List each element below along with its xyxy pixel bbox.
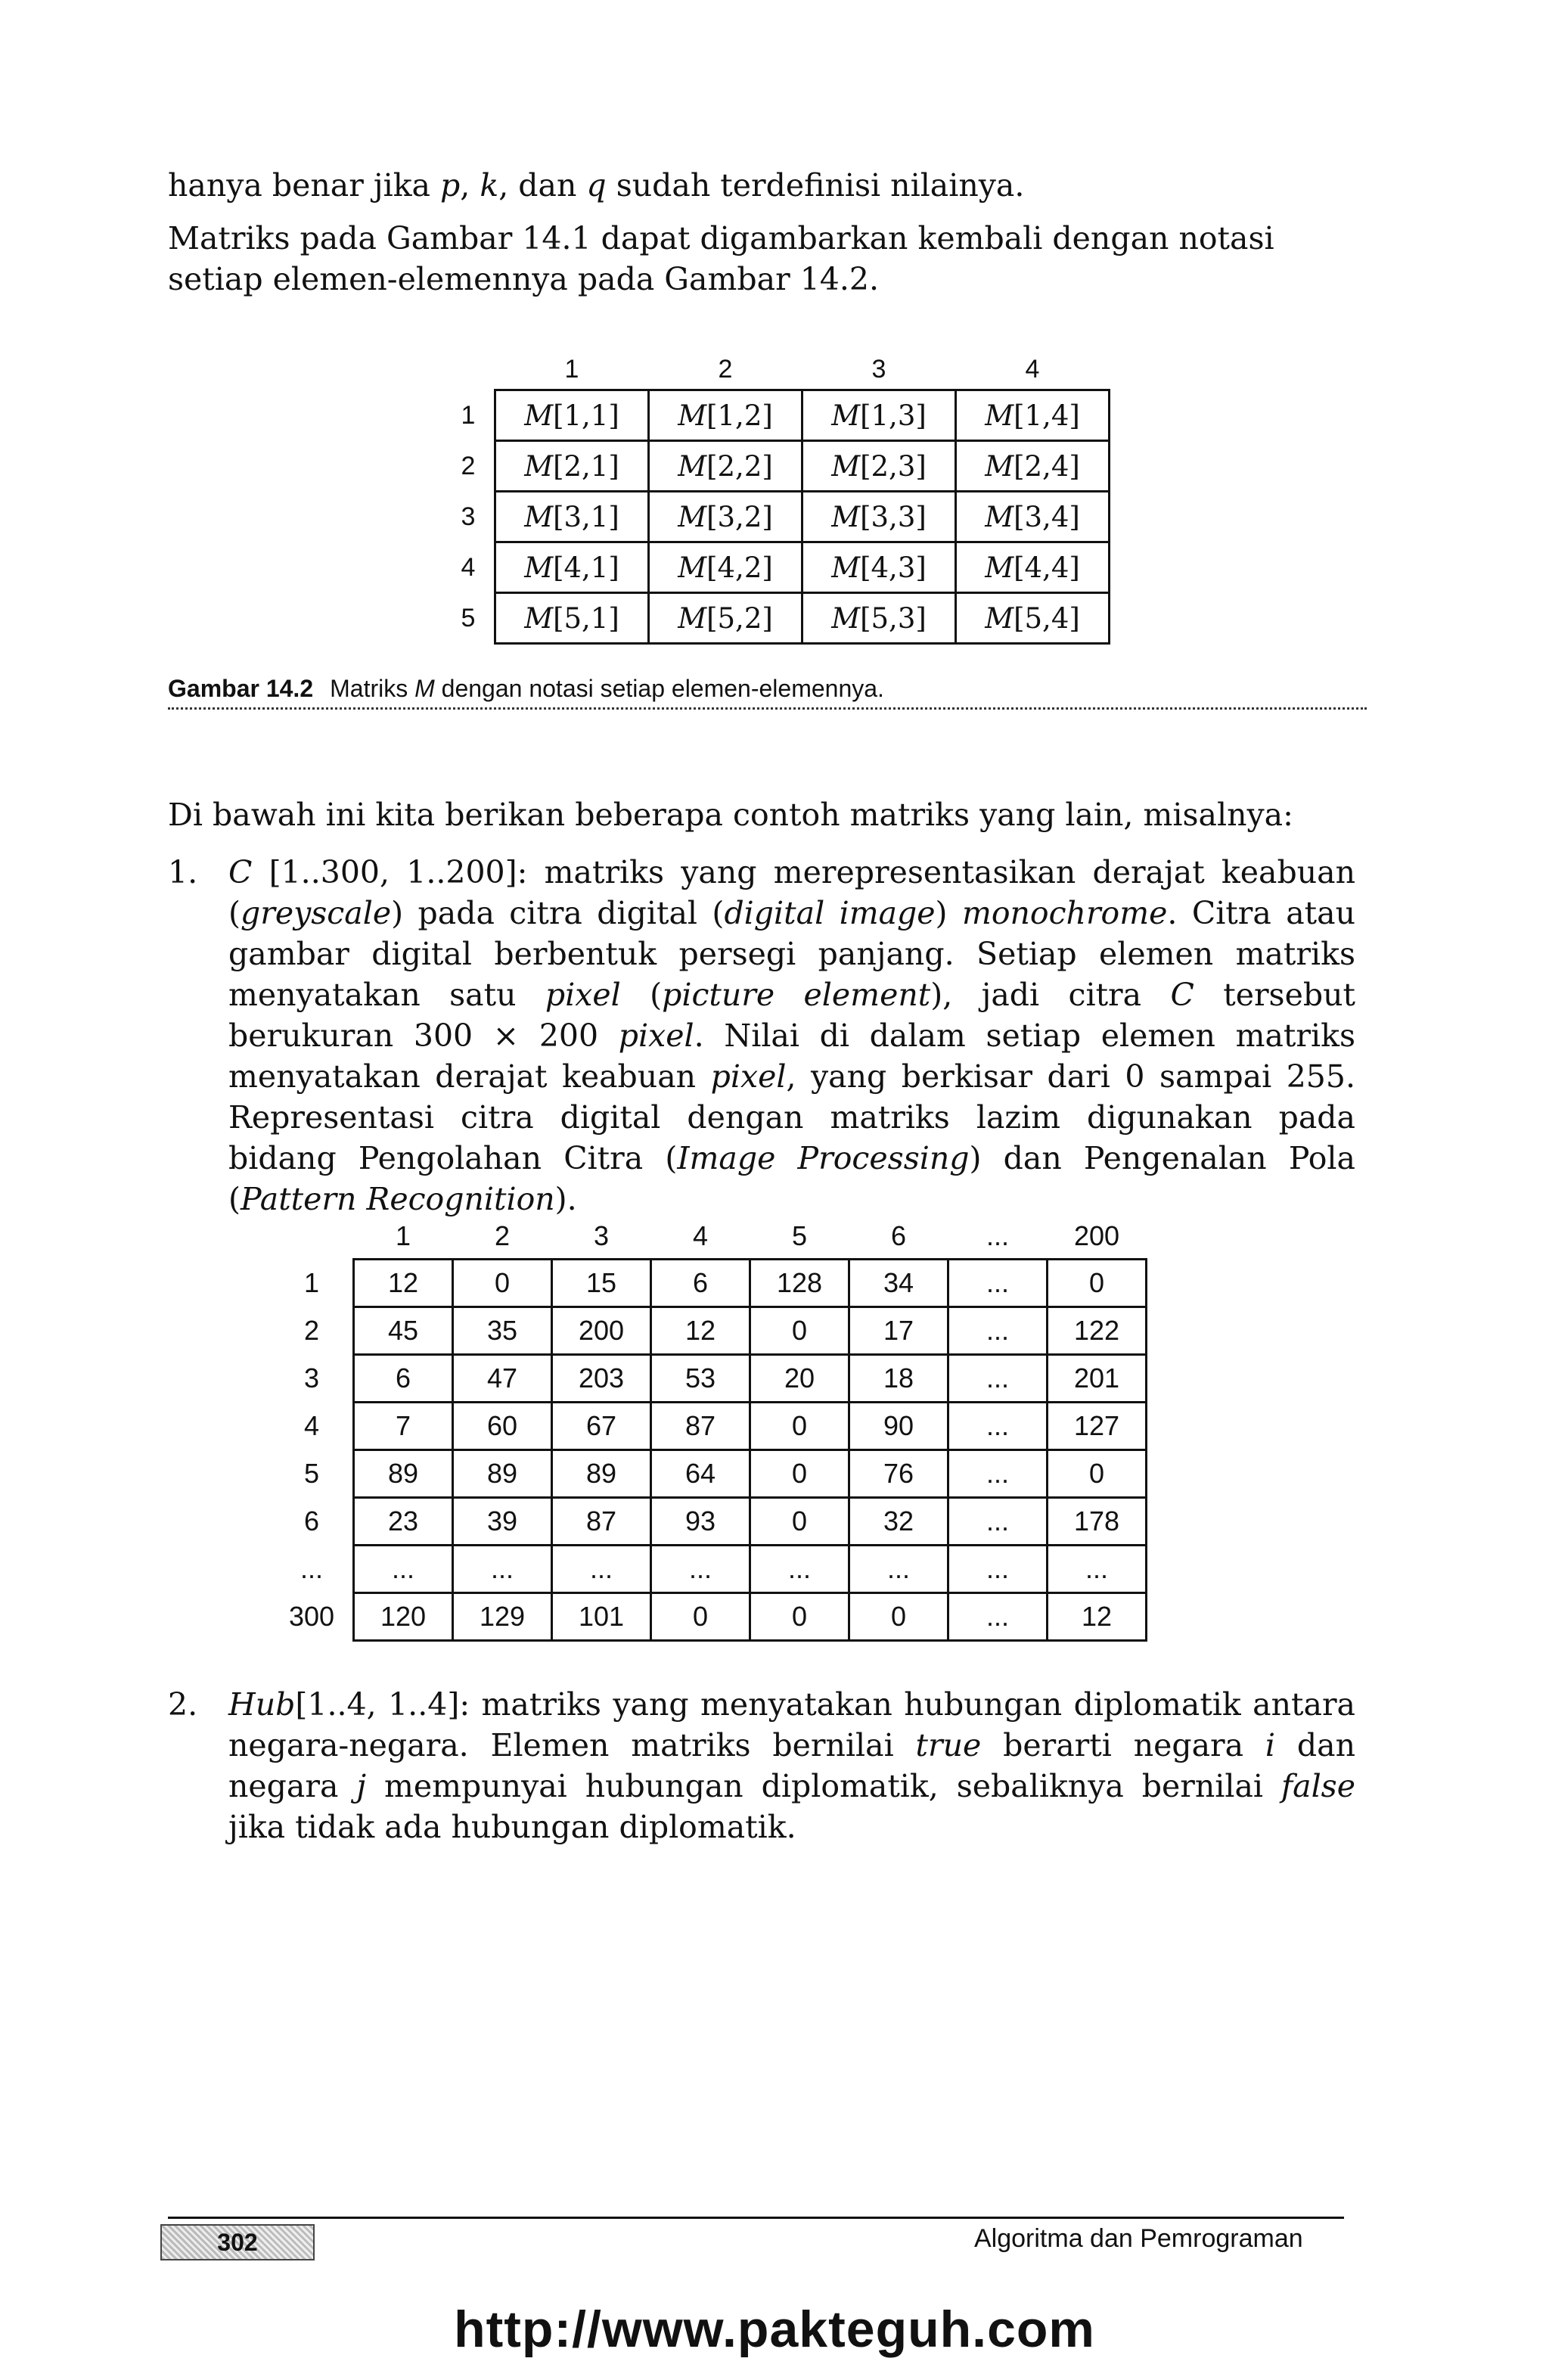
caption-var: M — [414, 675, 435, 702]
book-title: Algoritma dan Pemrograman — [974, 2224, 1303, 2253]
matrix-cell: 0 — [849, 1593, 948, 1641]
matrix-cell: ... — [948, 1260, 1048, 1307]
row-label: 3 — [303, 1362, 320, 1394]
row-label: 3 — [461, 502, 476, 531]
matrix-cell: ... — [948, 1403, 1048, 1450]
matrix-cell: 203 — [552, 1355, 651, 1403]
matrix-cell: ... — [453, 1546, 552, 1593]
caption-label: Gambar 14.2 — [168, 675, 314, 702]
matrix-cell: ... — [750, 1546, 849, 1593]
table-row — [271, 1403, 1147, 1450]
row-label: 300 — [288, 1601, 335, 1632]
column-header: 6 — [890, 1220, 907, 1251]
matrix-cell: ... — [651, 1546, 750, 1593]
table-row — [271, 1498, 1147, 1546]
table-row — [271, 1355, 1147, 1403]
text-run: false — [1280, 1768, 1355, 1804]
header-row — [271, 1214, 1147, 1260]
matrix-cell: 6 — [354, 1355, 453, 1403]
text-run: picture element — [662, 977, 931, 1013]
matrix-cell: ... — [1048, 1546, 1147, 1593]
column-header: 3 — [871, 354, 886, 384]
matrix-cell: 60 — [453, 1403, 552, 1450]
matrix-cell: 23 — [354, 1498, 453, 1546]
text-run: C — [1170, 977, 1194, 1013]
matrix-cell: M[5,1] — [495, 593, 649, 644]
row-label: 1 — [303, 1267, 320, 1298]
intro-line — [168, 165, 1355, 206]
caption-text: dengan notasi setiap elemen-elemennya. — [434, 675, 884, 702]
matrix-cell: M[3,3] — [802, 492, 956, 542]
matrix-cell: 12 — [354, 1260, 453, 1307]
matrix-cell: ... — [948, 1355, 1048, 1403]
corner-cell — [271, 1214, 354, 1260]
text-run: ) dan Pengenalan Pola ( — [228, 1140, 1355, 1217]
matrix-cell: ... — [552, 1546, 651, 1593]
table-row — [271, 1260, 1147, 1307]
text-run: pixel — [710, 1058, 787, 1095]
matrix-cell: M[2,2] — [649, 441, 802, 492]
table-row — [446, 492, 1110, 542]
footer-rule — [168, 2217, 1344, 2219]
matrix-cell: 20 — [750, 1355, 849, 1403]
matrix-cell: M[5,2] — [649, 593, 802, 644]
matrix-cell: 39 — [453, 1498, 552, 1546]
column-header: 4 — [692, 1220, 709, 1251]
var-q: q — [586, 167, 607, 204]
column-header: 2 — [718, 354, 733, 384]
matrix-cell: 0 — [1048, 1260, 1147, 1307]
matrix-cell: 64 — [651, 1450, 750, 1498]
lead-in-block — [168, 794, 1355, 835]
column-header: 4 — [1025, 354, 1040, 384]
matrix-cell: 45 — [354, 1307, 453, 1355]
text-run: monochrome — [961, 895, 1168, 931]
row-label: 2 — [461, 451, 476, 480]
matrix-cell: 12 — [1048, 1593, 1147, 1641]
intro-text: sudah terdefinisi nilainya. — [606, 167, 1025, 204]
matrix-cell: M[5,3] — [802, 593, 956, 644]
table-row — [446, 593, 1110, 644]
matrix-cell: 0 — [651, 1593, 750, 1641]
row-label: 5 — [461, 603, 476, 632]
text-run: . Citra atau gambar digital berbentuk persegi panjang. Setiap elemen matriks menyatakan satu — [228, 895, 1355, 1013]
column-header: 200 — [1073, 1220, 1120, 1251]
text-run: Image Processing — [677, 1140, 970, 1176]
matrix-cell: M[3,1] — [495, 492, 649, 542]
column-header: ... — [986, 1220, 1009, 1251]
matrix-c-table — [271, 1214, 1147, 1642]
table-row — [271, 1546, 1147, 1593]
matrix-cell: 17 — [849, 1307, 948, 1355]
list-item-2 — [168, 1684, 1355, 1847]
table-row — [271, 1450, 1147, 1498]
table-row — [446, 542, 1110, 593]
text-run: ). — [554, 1181, 577, 1217]
row-label: 4 — [303, 1410, 320, 1441]
text-run: digital image — [724, 895, 936, 931]
row-label: ... — [300, 1553, 323, 1584]
list-number: 2. — [168, 1686, 198, 1723]
list-item-1 — [168, 852, 1355, 1220]
text-run: j — [356, 1768, 367, 1804]
matrix-cell: 0 — [750, 1403, 849, 1450]
matrix-cell: M[4,4] — [956, 542, 1110, 593]
matrix-cell: 201 — [1048, 1355, 1147, 1403]
text-run: dan negara — [228, 1727, 1355, 1804]
text-run: berarti negara — [981, 1727, 1265, 1763]
matrix-cell: M[2,3] — [802, 441, 956, 492]
matrix-cell: 35 — [453, 1307, 552, 1355]
matrix-cell: 76 — [849, 1450, 948, 1498]
matrix-cell: 87 — [552, 1498, 651, 1546]
text-run: ( — [620, 977, 663, 1013]
row-label: 1 — [461, 400, 476, 430]
matrix-cell: 89 — [453, 1450, 552, 1498]
matrix-cell: 87 — [651, 1403, 750, 1450]
matrix-cell: M[4,2] — [649, 542, 802, 593]
text-run: C — [228, 854, 253, 890]
column-header: 3 — [593, 1220, 610, 1251]
corner-cell — [446, 350, 495, 390]
matrix-cell: 6 — [651, 1260, 750, 1307]
header-row — [446, 350, 1110, 390]
matrix-cell: 0 — [1048, 1450, 1147, 1498]
matrix-cell: M[2,1] — [495, 441, 649, 492]
intro-text: hanya benar jika — [168, 167, 441, 204]
text-run: pixel — [618, 1018, 694, 1054]
matrix-cell: ... — [948, 1546, 1048, 1593]
matrix-cell: 7 — [354, 1403, 453, 1450]
list-item-text — [228, 1684, 1355, 1847]
matrix-cell: M[4,3] — [802, 542, 956, 593]
matrix-cell: ... — [948, 1498, 1048, 1546]
text-run: ) — [935, 895, 962, 931]
table-row — [271, 1307, 1147, 1355]
matrix-cell: 120 — [354, 1593, 453, 1641]
row-label: 4 — [461, 552, 476, 582]
text-run: [1..4, 1..4]: matriks yang menyatakan hubungan diplomatik antara negara-negara. Elemen matriks bernilai — [228, 1686, 1355, 1763]
matrix-cell: M[2,4] — [956, 441, 1110, 492]
matrix-cell: 18 — [849, 1355, 948, 1403]
matrix-cell: M[1,4] — [956, 390, 1110, 441]
intro-sep: , — [460, 167, 480, 204]
table-row — [446, 390, 1110, 441]
matrix-cell: 12 — [651, 1307, 750, 1355]
matrix-cell: 34 — [849, 1260, 948, 1307]
matrix-cell: ... — [354, 1546, 453, 1593]
text-run: mempunyai hubungan diplomatik, sebaliknya bernilai — [366, 1768, 1281, 1804]
matrix-cell: 89 — [552, 1450, 651, 1498]
figure-caption — [168, 675, 1367, 710]
matrix-cell: 128 — [750, 1260, 849, 1307]
matrix-cell: M[5,4] — [956, 593, 1110, 644]
matrix-cell: 47 — [453, 1355, 552, 1403]
matrix-cell: 200 — [552, 1307, 651, 1355]
intro-paragraph: Matriks pada Gambar 14.1 dapat digambarkan kembali dengan notasi setiap elemen-elemennya pada Gambar 14.2. — [168, 220, 1274, 297]
matrix-cell: ... — [849, 1546, 948, 1593]
var-p: p — [440, 167, 461, 204]
list-item-text — [228, 852, 1355, 1220]
matrix-cell: M[3,4] — [956, 492, 1110, 542]
row-label: 6 — [303, 1505, 320, 1536]
matrix-cell: 129 — [453, 1593, 552, 1641]
matrix-cell: 93 — [651, 1498, 750, 1546]
matrix-cell: M[4,1] — [495, 542, 649, 593]
matrix-cell: ... — [948, 1450, 1048, 1498]
table-row — [271, 1593, 1147, 1641]
matrix-cell: M[1,3] — [802, 390, 956, 441]
matrix-cell: 0 — [750, 1307, 849, 1355]
column-header: 2 — [494, 1220, 511, 1251]
table-row — [446, 441, 1110, 492]
matrix-cell: 15 — [552, 1260, 651, 1307]
text-run: [1..300, 1..200]: matriks yang merepresentasikan derajat keabuan ( — [228, 854, 1355, 931]
matrix-cell: M[1,2] — [649, 390, 802, 441]
column-header: 1 — [564, 354, 579, 384]
matrix-cell: 0 — [750, 1450, 849, 1498]
text-run: ) pada citra digital ( — [391, 895, 725, 931]
text-run: i — [1265, 1727, 1276, 1763]
intro-sep: , dan — [498, 167, 587, 204]
matrix-cell: ... — [948, 1593, 1048, 1641]
matrix-cell: ... — [948, 1307, 1048, 1355]
text-run: Hub — [228, 1686, 296, 1723]
row-label: 5 — [303, 1458, 320, 1489]
matrix-cell: 122 — [1048, 1307, 1147, 1355]
matrix-cell: 67 — [552, 1403, 651, 1450]
matrix-cell: M[1,1] — [495, 390, 649, 441]
text-run: . Nilai di dalam setiap elemen matriks menyatakan derajat keabuan — [228, 1018, 1355, 1095]
text-run: greyscale — [241, 895, 392, 931]
matrix-cell: M[3,2] — [649, 492, 802, 542]
text-run: jika tidak ada hubungan diplomatik. — [228, 1809, 796, 1845]
matrix-cell: 101 — [552, 1593, 651, 1641]
matrix-m-table — [446, 350, 1110, 645]
text-run: ), jadi citra — [930, 977, 1171, 1013]
caption-text: Matriks — [330, 675, 415, 702]
list-number: 1. — [168, 854, 198, 890]
column-header: 1 — [395, 1220, 411, 1251]
matrix-cell: 53 — [651, 1355, 750, 1403]
text-run: pixel — [545, 977, 621, 1013]
matrix-cell: 178 — [1048, 1498, 1147, 1546]
text-run: Pattern Recognition — [241, 1181, 555, 1217]
matrix-cell: 127 — [1048, 1403, 1147, 1450]
text-run: tersebut berukuran 300 × 200 — [228, 977, 1355, 1054]
matrix-cell: 32 — [849, 1498, 948, 1546]
matrix-cell: 0 — [750, 1498, 849, 1546]
page-number: 302 — [160, 2224, 315, 2260]
column-header: 5 — [791, 1220, 808, 1251]
matrix-cell: 0 — [750, 1593, 849, 1641]
matrix-cell: 90 — [849, 1403, 948, 1450]
var-k: k — [480, 167, 499, 204]
matrix-cell: 0 — [453, 1260, 552, 1307]
matrix-cell: 89 — [354, 1450, 453, 1498]
text-run: , yang berkisar dari 0 sampai 255. Representasi citra digital dengan matriks lazim digunakan pada bidang Pengolahan Citra ( — [228, 1058, 1355, 1176]
intro-section — [168, 165, 1355, 300]
row-label: 2 — [303, 1315, 320, 1346]
website-url: http://www.pakteguh.com — [454, 2301, 1095, 2358]
text-run: true — [915, 1727, 982, 1763]
lead-in: Di bawah ini kita berikan beberapa contoh matriks yang lain, misalnya: — [168, 797, 1293, 833]
